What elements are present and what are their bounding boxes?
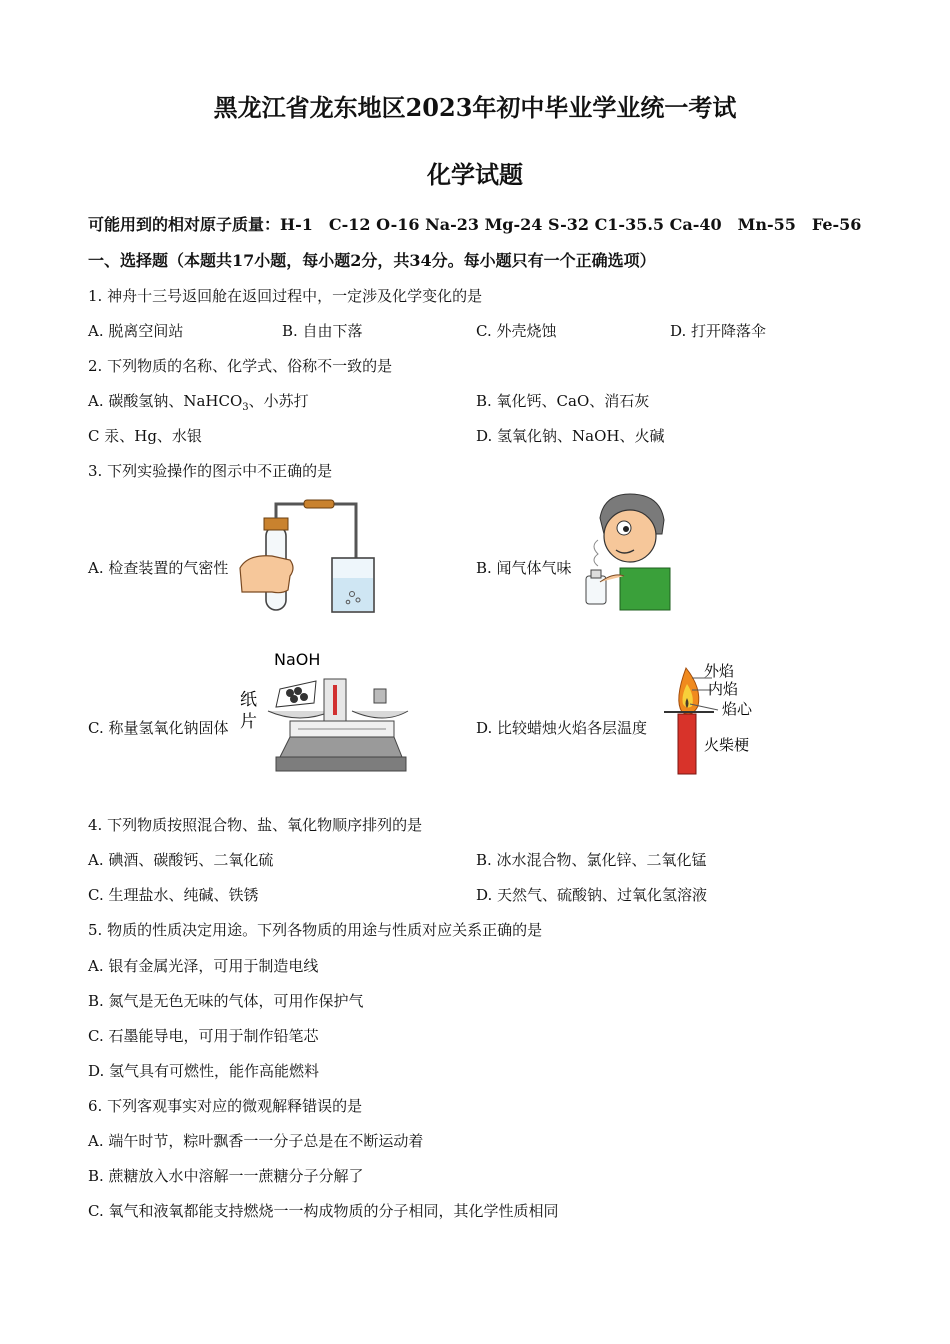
- matchstick-label: 火柴梗: [704, 736, 750, 754]
- q1-option-d: D. 打开降落伞: [670, 322, 767, 340]
- q6-stem: 6. 下列客观事实对应的微观解释错误的是: [88, 1097, 363, 1115]
- q4-option-b: B. 冰水混合物、氯化锌、二氧化锰: [476, 851, 707, 869]
- atomic-masses-line: 可能用到的相对原子质量：H-1 C-12 O-16 Na-23 Mg-24 S-32 C1-35.5 Ca-40 Mn-55 Fe-56: [88, 215, 862, 234]
- airtightness-apparatus-figure: [238, 498, 378, 616]
- q1-option-b: B. 自由下落: [282, 322, 363, 340]
- smelling-gas-figure: [580, 490, 675, 612]
- q6-option-b: B. 蔗糖放入水中溶解一一蔗糖分子分解了: [88, 1167, 364, 1185]
- section1-heading: 一、选择题（本题共17小题，每小题2分，共34分。每小题只有一个正确选项）: [88, 251, 656, 270]
- q4-option-d: D. 天然气、硫酸钠、过氧化氢溶液: [476, 886, 708, 904]
- flame-core-label: 焰心: [722, 700, 753, 718]
- q6-option-c: C. 氧气和液氧都能支持燃烧一一构成物质的分子相同，其化学性质相同: [88, 1202, 559, 1220]
- q4-stem: 4. 下列物质按照混合物、盐、氧化物顺序排列的是: [88, 816, 423, 834]
- q3-option-d: D. 比较蜡烛火焰各层温度: [476, 719, 648, 737]
- inner-flame-label: 内焰: [708, 680, 739, 698]
- q3-option-b: B. 闻气体气味: [476, 559, 572, 577]
- q5-option-b: B. 氮气是无色无味的气体，可用作保护气: [88, 992, 364, 1010]
- q3-option-a: A. 检查装置的气密性: [88, 559, 229, 577]
- outer-flame-label: 外焰: [704, 662, 735, 680]
- q1-stem: 1. 神舟十三号返回舱在返回过程中，一定涉及化学变化的是: [88, 287, 483, 305]
- q3-stem: 3. 下列实验操作的图示中不正确的是: [88, 462, 333, 480]
- candle-flame-figure: [668, 660, 788, 780]
- balance-weighing-figure: [232, 645, 407, 775]
- paper-label-1: 纸: [240, 690, 257, 710]
- q3-option-c: C. 称量氢氧化钠固体: [88, 719, 229, 737]
- q1-option-c: C. 外壳烧蚀: [476, 322, 557, 340]
- q2-option-a: A. 碳酸氢钠、NaHCO$_3$、小苏打: [88, 392, 309, 413]
- naoh-label: NaOH: [274, 650, 321, 669]
- q4-option-a: A. 碘酒、碳酸钙、二氧化硫: [88, 851, 274, 869]
- q2-option-d: D. 氢氧化钠、NaOH、火碱: [476, 427, 665, 445]
- q6-option-a: A. 端午时节，粽叶飘香一一分子总是在不断运动着: [88, 1132, 424, 1150]
- q1-option-a: A. 脱离空间站: [88, 322, 184, 340]
- exam-subtitle: 化学试题: [427, 160, 523, 189]
- q4-option-c: C. 生理盐水、纯碱、铁锈: [88, 886, 259, 904]
- q5-stem: 5. 物质的性质决定用途。下列各物质的用途与性质对应关系正确的是: [88, 921, 543, 939]
- q2-stem: 2. 下列物质的名称、化学式、俗称不一致的是: [88, 357, 393, 375]
- q2-option-b: B. 氧化钙、CaO、消石灰: [476, 392, 650, 410]
- paper-label-2: 片: [240, 712, 257, 732]
- exam-title: 黑龙江省龙东地区2023年初中毕业学业统一考试: [213, 93, 737, 122]
- q2-option-c: C 汞、Hg、水银: [88, 427, 202, 445]
- q5-option-c: C. 石墨能导电，可用于制作铅笔芯: [88, 1027, 319, 1045]
- q5-option-a: A. 银有金属光泽，可用于制造电线: [88, 957, 319, 975]
- q5-option-d: D. 氢气具有可燃性，能作高能燃料: [88, 1062, 320, 1080]
